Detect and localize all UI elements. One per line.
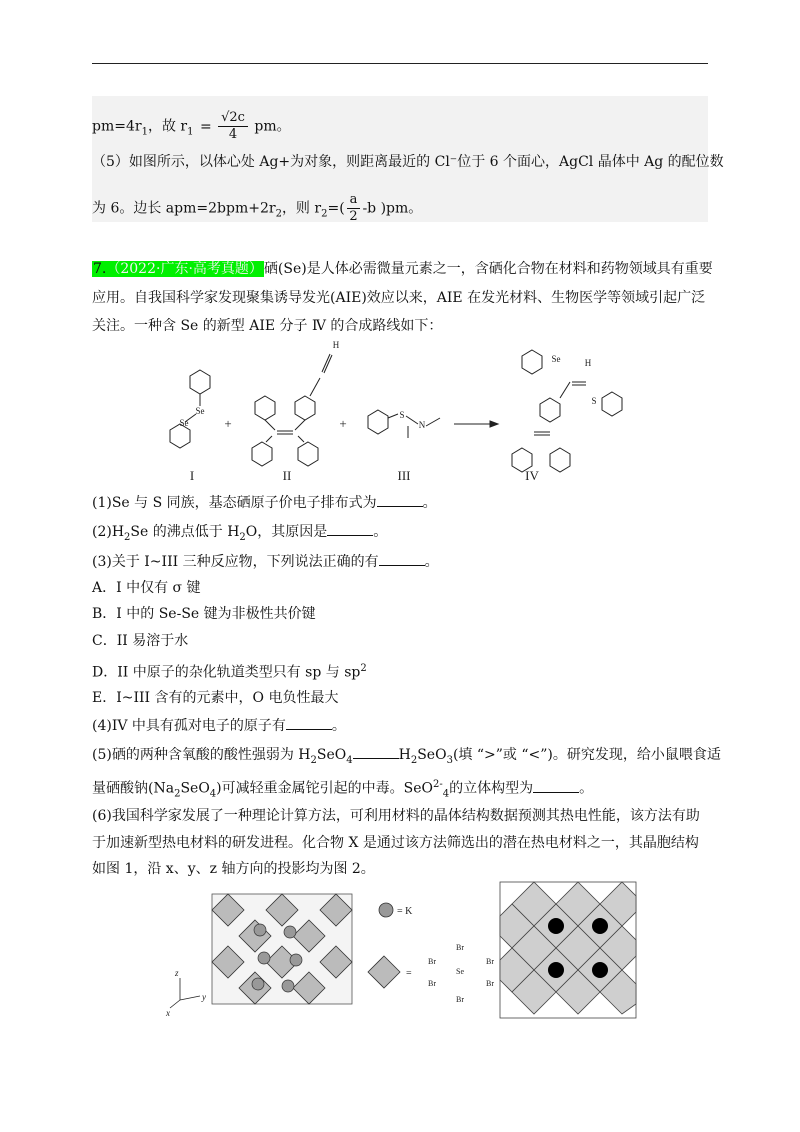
molecule-IV <box>512 350 622 472</box>
br-ur: Br <box>486 957 494 966</box>
fraction-a-over-2: $\frac{a}{2}$ <box>347 192 361 225</box>
subquestion-4: (4)IV 中具有孤对电子的原子有 。 <box>92 715 346 736</box>
label-se-iv: Se <box>551 354 561 364</box>
br-ul: Br <box>428 957 436 966</box>
plus-1: + <box>224 416 232 431</box>
crystal-legend <box>368 903 494 1004</box>
prev-answer-line-2: （5）如图所示，以体心处 Ag+为对象，则距离最近的 Cl⁻位于 6 个面心，AgCl 晶体中 Ag 的配位数 <box>92 154 724 170</box>
label-IV: IV <box>525 468 539 483</box>
answer-blank-5b <box>533 778 579 793</box>
br-lr: Br <box>486 979 494 988</box>
label-II: II <box>282 468 292 483</box>
label-s: S <box>399 410 405 420</box>
answer-blank-2 <box>327 521 373 536</box>
axis-y-label: y <box>202 992 206 1002</box>
axis-z-label: z <box>175 968 179 978</box>
br-top: Br <box>456 943 464 952</box>
fraction-root2c-over-4: $\frac{√2c}{4}$ <box>218 110 248 143</box>
answer-blank-3 <box>379 551 425 566</box>
legend-eq: = <box>406 968 412 979</box>
subquestion-6-line-3: 如图 1，沿 x、y、z 轴方向的投影均为图 2。 <box>92 861 375 877</box>
legend-k-label: = K <box>397 906 413 917</box>
label-n: N <box>418 420 426 430</box>
option-a: A．I 中仅有 σ 键 <box>92 580 201 596</box>
prev-answer-line-1: $pm=4r_1$，故 $r_1$ = $\frac{√2c}{4}$ pm。 <box>92 110 291 142</box>
subquestion-6-line-2: 于加速新型热电材料的研发进程。化合物 X 是通过该方法筛选出的潜在热电材料之一，其晶胞结构 <box>92 835 699 851</box>
axis-x-label: x <box>166 1008 170 1018</box>
question-intro-line-1: 7.（2022·广东·高考真题）硒(Se)是人体必需微量元素之一，含硒化合物在材料和药物领域具有重要 <box>93 261 713 277</box>
subquestion-1: (1)Se 与 S 同族，基态硒原子价电子排布式为 。 <box>92 492 437 513</box>
option-c: C．II 易溶于水 <box>92 633 189 649</box>
molecule-II <box>252 354 332 466</box>
question-intro-line-3: 关注。一种含 Se 的新型 AIE 分子 Ⅳ 的合成路线如下： <box>92 318 443 334</box>
se-center: Se <box>456 967 464 976</box>
label-s-iv: S <box>591 396 597 406</box>
label-se-2: Se <box>179 418 189 428</box>
figure-2-projection <box>500 882 636 1018</box>
label-h-iv: H <box>584 358 592 368</box>
label-h-alkyne: H <box>332 340 340 350</box>
crystal-structure-figures <box>160 880 660 1020</box>
answer-blank-5a <box>353 744 399 759</box>
plus-2: + <box>339 416 347 431</box>
subquestion-6-line-1: (6)我国科学家发展了一种理论计算方法，可利用材料的晶体结构数据预测其热电性能，该方法有助 <box>92 808 700 824</box>
option-e: E．I~III 含有的元素中，O 电负性最大 <box>92 690 339 706</box>
synthesis-scheme <box>160 338 660 486</box>
question-source-tag: 7.（2022·广东·高考真题） <box>93 261 263 277</box>
answer-blank-1 <box>377 492 423 507</box>
option-b: B．I 中的 Se-Se 键为非极性共价键 <box>92 606 316 622</box>
subquestion-3: (3)关于 I~III 三种反应物，下列说法正确的有 。 <box>92 551 439 572</box>
label-III: III <box>397 468 411 483</box>
option-d: D．II 中原子的杂化轨道类型只有 sp 与 $sp^2$ <box>92 663 367 681</box>
label-se-1: Se <box>195 406 205 416</box>
prev-answer-line-3: 为 6。边长 $apm=2bpm+2r_2$，则 $r_2=$( $\frac{a}{2}$ -b )pm。 <box>92 192 423 224</box>
header-rule <box>92 63 708 64</box>
subquestion-2: $(2)H_2Se$ 的沸点低于 $H_2O$，其原因是 。 <box>92 521 387 548</box>
subquestion-5-continued: 量硒酸钠$(Na_2SeO_4)$可减轻重金属铊引起的中毒。SeO$^{2-}_4$的立体构型为 。 <box>92 779 594 800</box>
br-ll: Br <box>428 979 436 988</box>
subquestion-5: (5)硒的两种含氧酸的酸性强弱为 $H_2SeO_4$ $H_2SeO_3$(填 “>”或 “<”)。研究发现，给小鼠喂食适 <box>92 744 721 771</box>
label-I: I <box>189 468 195 483</box>
br-bottom: Br <box>456 995 464 1004</box>
figure-1-unit-cell <box>165 894 352 1018</box>
question-intro-line-2: 应用。自我国科学家发现聚集诱导发光(AIE)效应以来，AIE 在发光材料、生物医学等领域引起广泛 <box>92 290 706 306</box>
answer-blank-4 <box>286 715 332 730</box>
